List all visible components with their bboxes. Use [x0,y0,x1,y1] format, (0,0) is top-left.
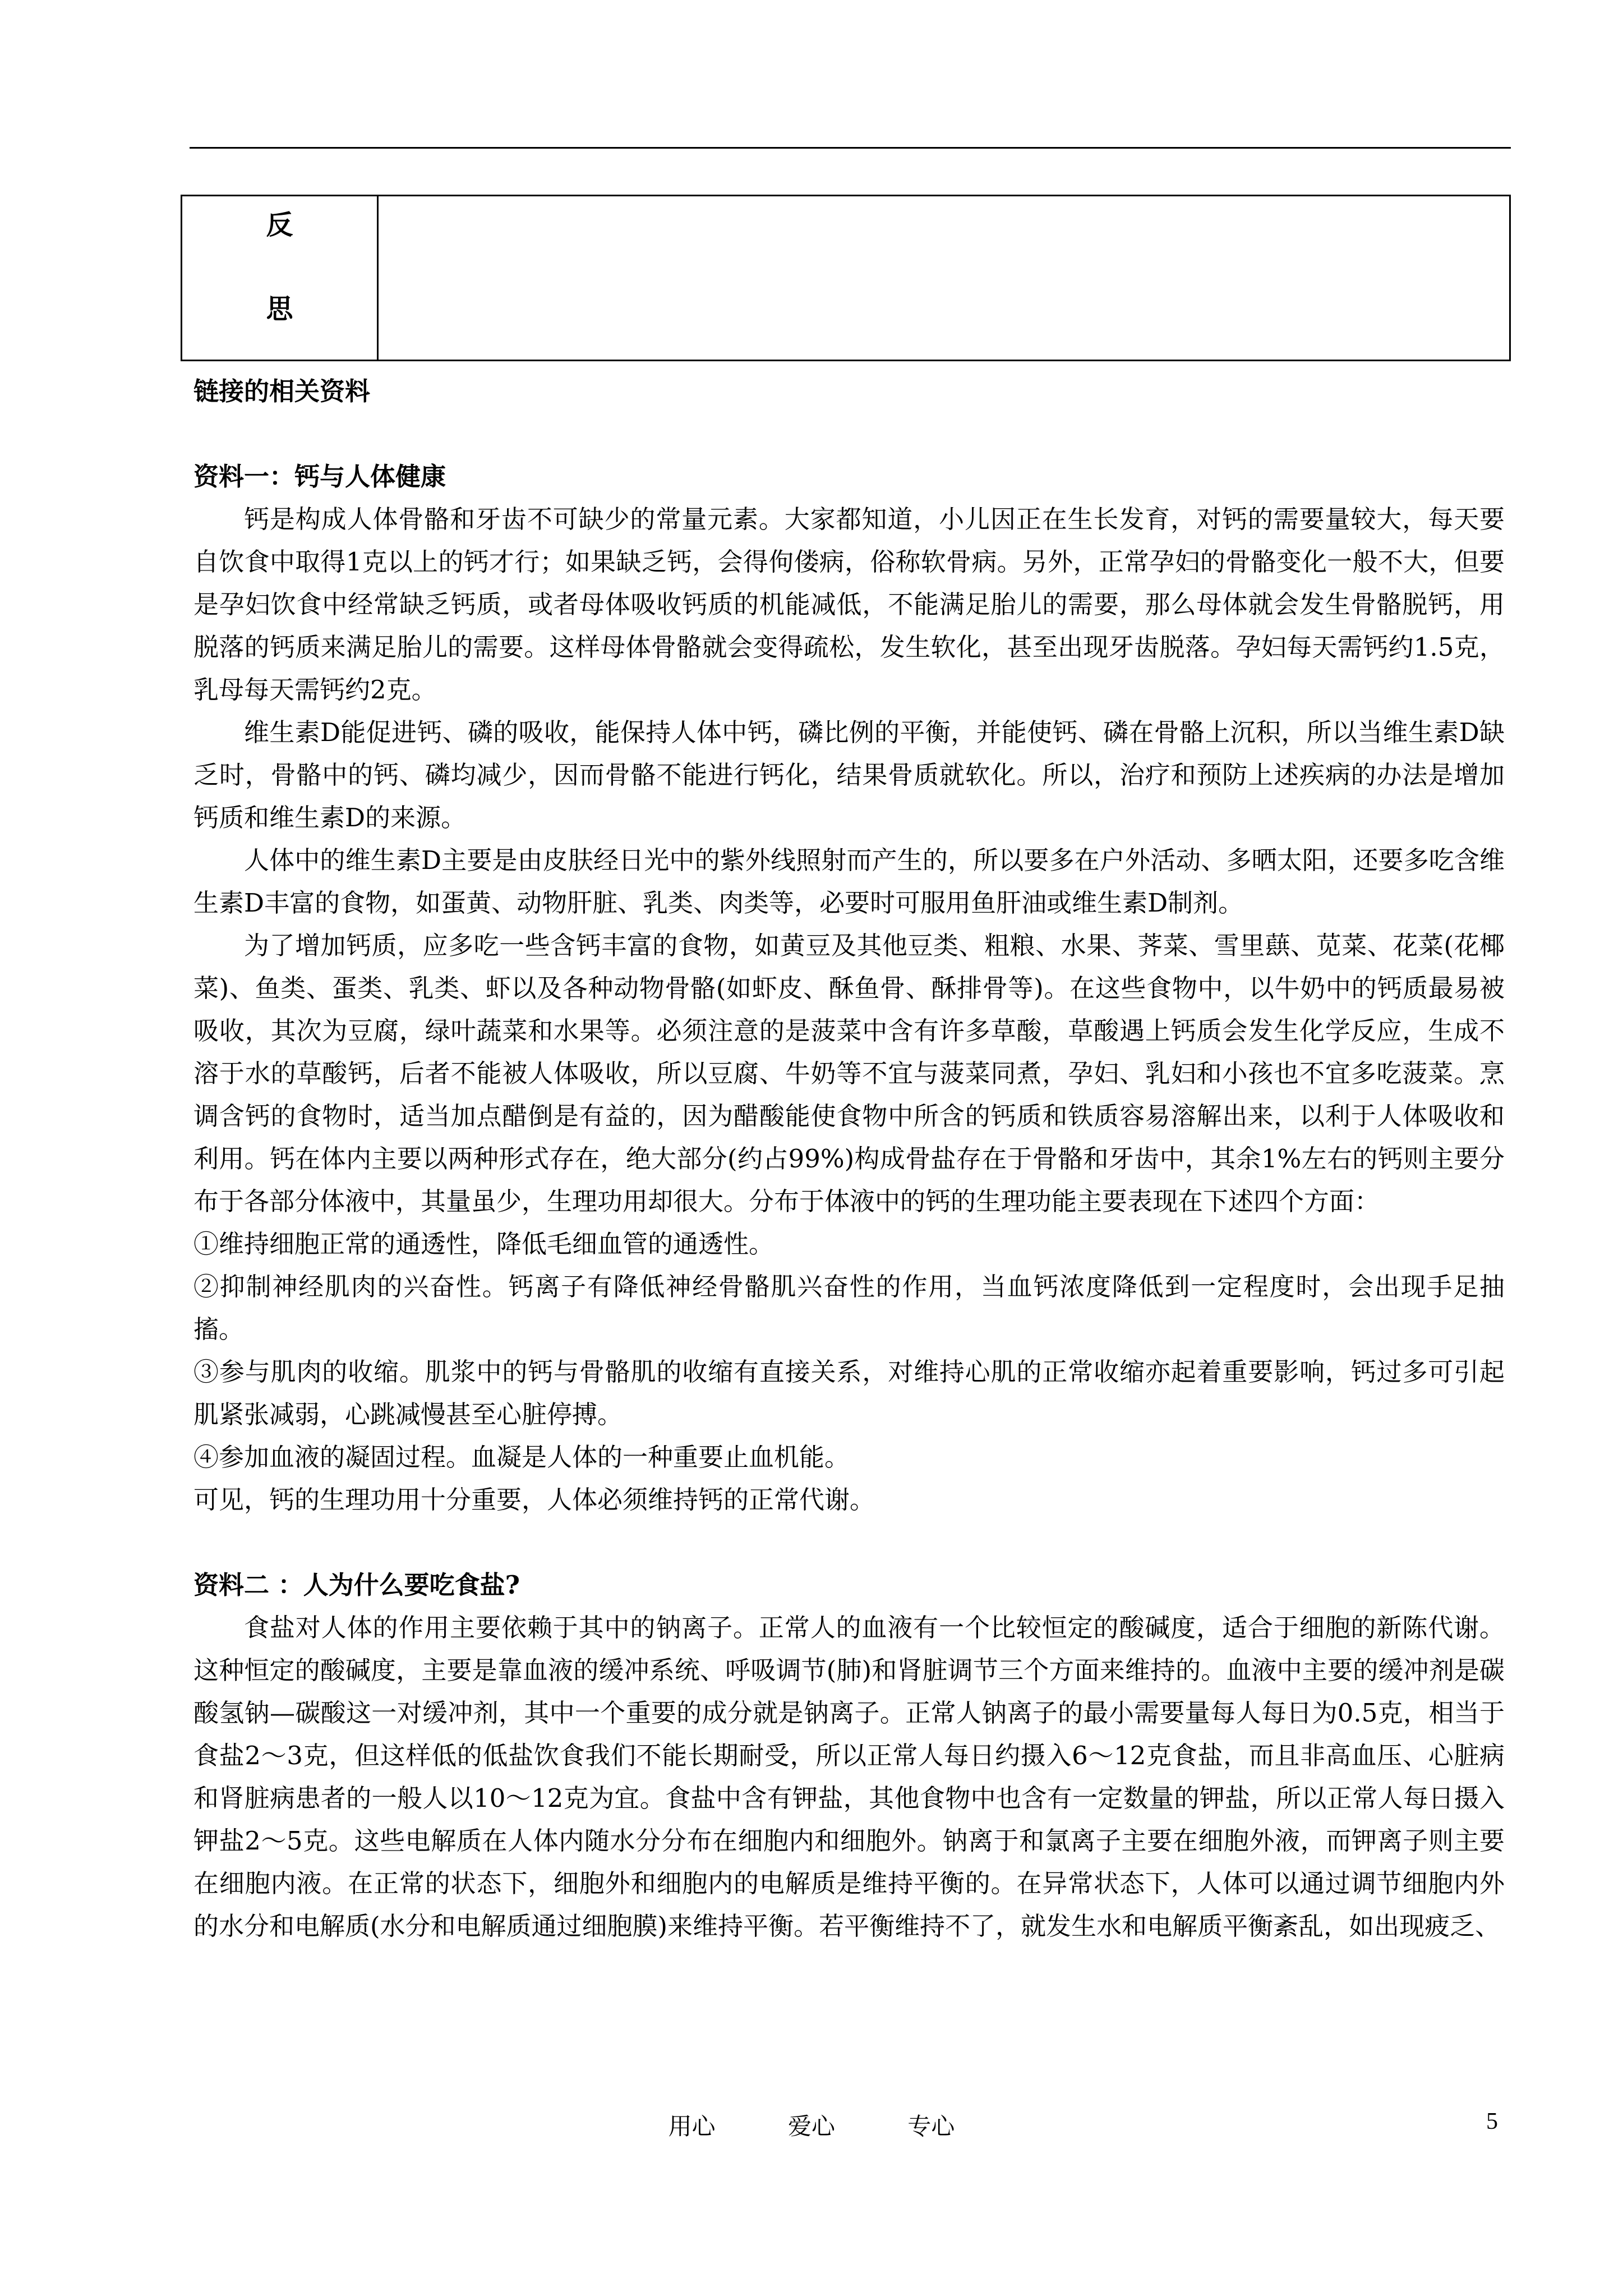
material-1-paragraph: 为了增加钙质，应多吃一些含钙丰富的食物，如黄豆及其他豆类、粗粮、水果、荠菜、雪里蕻、苋菜、花菜(花椰菜)、鱼类、蛋类、乳类、虾以及各种动物骨骼(如虾皮、酥鱼骨、酥排骨等)。在这些食物中，以牛奶中的钙质最易被吸收，其次为豆腐，绿叶蔬菜和水果等。必须注意的是菠菜中含有许多草酸，草酸遇上钙质会发生化学反应，生成不溶于水的草酸钙，后者不能被人体吸收，所以豆腐、牛奶等不宜与菠菜同煮，孕妇、乳妇和小孩也不宜多吃菠菜。烹调含钙的食物时，适当加点醋倒是有益的，因为醋酸能使食物中所含的钙质和铁质容易溶解出来，以利于人体吸收和利用。钙在体内主要以两种形式存在，绝大部分(约占99%)构成骨盐存在于骨骼和牙齿中，其余1%左右的钙则主要分布于各部分体液中，其量虽少，生理功用却很大。分布于体液中的钙的生理功能主要表现在下述四个方面： [193,931,1505,1216]
material-1-point: ③参与肌肉的收缩。肌浆中的钙与骨骼肌的收缩有直接关系，对维持心肌的正常收缩亦起着重要影响，钙过多可引起肌紧张减弱，心跳减慢甚至心脏停搏。 [193,1357,1505,1429]
footer-word: 专心 [907,2113,955,2140]
reflection-label-char-1: 反 [266,209,293,241]
header-rule [190,147,1511,149]
footer-word: 用心 [668,2113,716,2140]
material-1-paragraph: 维生素D能促进钙、磷的吸收，能保持人体中钙，磷比例的平衡，并能使钙、磷在骨骼上沉积，所以当维生素D缺乏时，骨骼中的钙、磷均减少，因而骨骼不能进行钙化，结果骨质就软化。所以，治疗和预防上述疾病的办法是增加钙质和维生素D的来源。 [193,717,1505,832]
page-footer [0,2108,1623,2142]
footer-word: 爱心 [787,2113,835,2140]
reflection-table [181,195,1511,361]
page-number: 5 [1486,2109,1498,2134]
material-2-title: 资料二 ：人为什么要吃食盐? [193,1570,520,1600]
material-1-paragraph: 人体中的维生素D主要是由皮肤经日光中的紫外线照射而产生的，所以要多在户外活动、多晒太阳，还要多吃含维生素D丰富的食物，如蛋黄、动物肝脏、乳类、肉类等，必要时可服用鱼肝油或维生素D制剂。 [193,845,1505,918]
reflection-content-cell [379,196,1509,360]
material-2-paragraph: 食盐对人体的作用主要依赖于其中的钠离子。正常人的血液有一个比较恒定的酸碱度，适合于细胞的新陈代谢。这种恒定的酸碱度，主要是靠血液的缓冲系统、呼吸调节(肺)和肾脏调节三个方面来维持的。血液中主要的缓冲剂是碳酸氢钠—碳酸这一对缓冲剂，其中一个重要的成分就是钠离子。正常人钠离子的最小需要量每人每日为0.5克，相当于食盐2～3克，但这样低的低盐饮食我们不能长期耐受，所以正常人每日约摄入6～12克食盐，而且非高血压、心脏病和肾脏病患者的一般人以10～12克为宜。食盐中含有钾盐，其他食物中也含有一定数量的钾盐，所以正常人每日摄入钾盐2～5克。这些电解质在人体内随水分分布在细胞内和细胞外。钠离于和氯离子主要在细胞外液，而钾离子则主要在细胞内液。在正常的状态下，细胞外和细胞内的电解质是维持平衡的。在异常状态下，人体可以通过调节细胞内外的水分和电解质(水分和电解质通过细胞膜)来维持平衡。若平衡维持不了，就发生水和电解质平衡紊乱，如出现疲乏、 [193,1613,1505,1941]
material-1-point: ①维持细胞正常的通透性，降低毛细血管的通透性。 [193,1229,774,1259]
document-body [193,370,1505,1948]
reflection-label-char-2: 思 [266,293,293,325]
material-1-paragraph: 钙是构成人体骨骼和牙齿不可缺少的常量元素。大家都知道，小儿因正在生长发育，对钙的需要量较大，每天要自饮食中取得1克以上的钙才行；如果缺乏钙，会得佝偻病，俗称软骨病。另外，正常孕妇的骨骼变化一般不大，但要是孕妇饮食中经常缺乏钙质，或者母体吸收钙质的机能减低，不能满足胎儿的需要，那么母体就会发生骨骼脱钙，用脱落的钙质来满足胎儿的需要。这样母体骨骼就会变得疏松，发生软化，甚至出现牙齿脱落。孕妇每天需钙约1.5克，乳母每天需钙约2克。 [193,504,1505,705]
reflection-label-cell [182,196,379,360]
material-1-point: ④参加血液的凝固过程。血凝是人体的一种重要止血机能。 [193,1442,850,1472]
material-1-conclusion: 可见，钙的生理功用十分重要，人体必须维持钙的正常代谢。 [193,1485,875,1515]
section-title: 链接的相关资料 [193,376,371,406]
material-1-title: 资料一：钙与人体健康 [193,462,446,491]
material-1-point: ②抑制神经肌肉的兴奋性。钙离子有降低神经骨骼肌兴奋性的作用，当血钙浓度降低到一定程度时，会出现手足抽搐。 [193,1272,1505,1344]
